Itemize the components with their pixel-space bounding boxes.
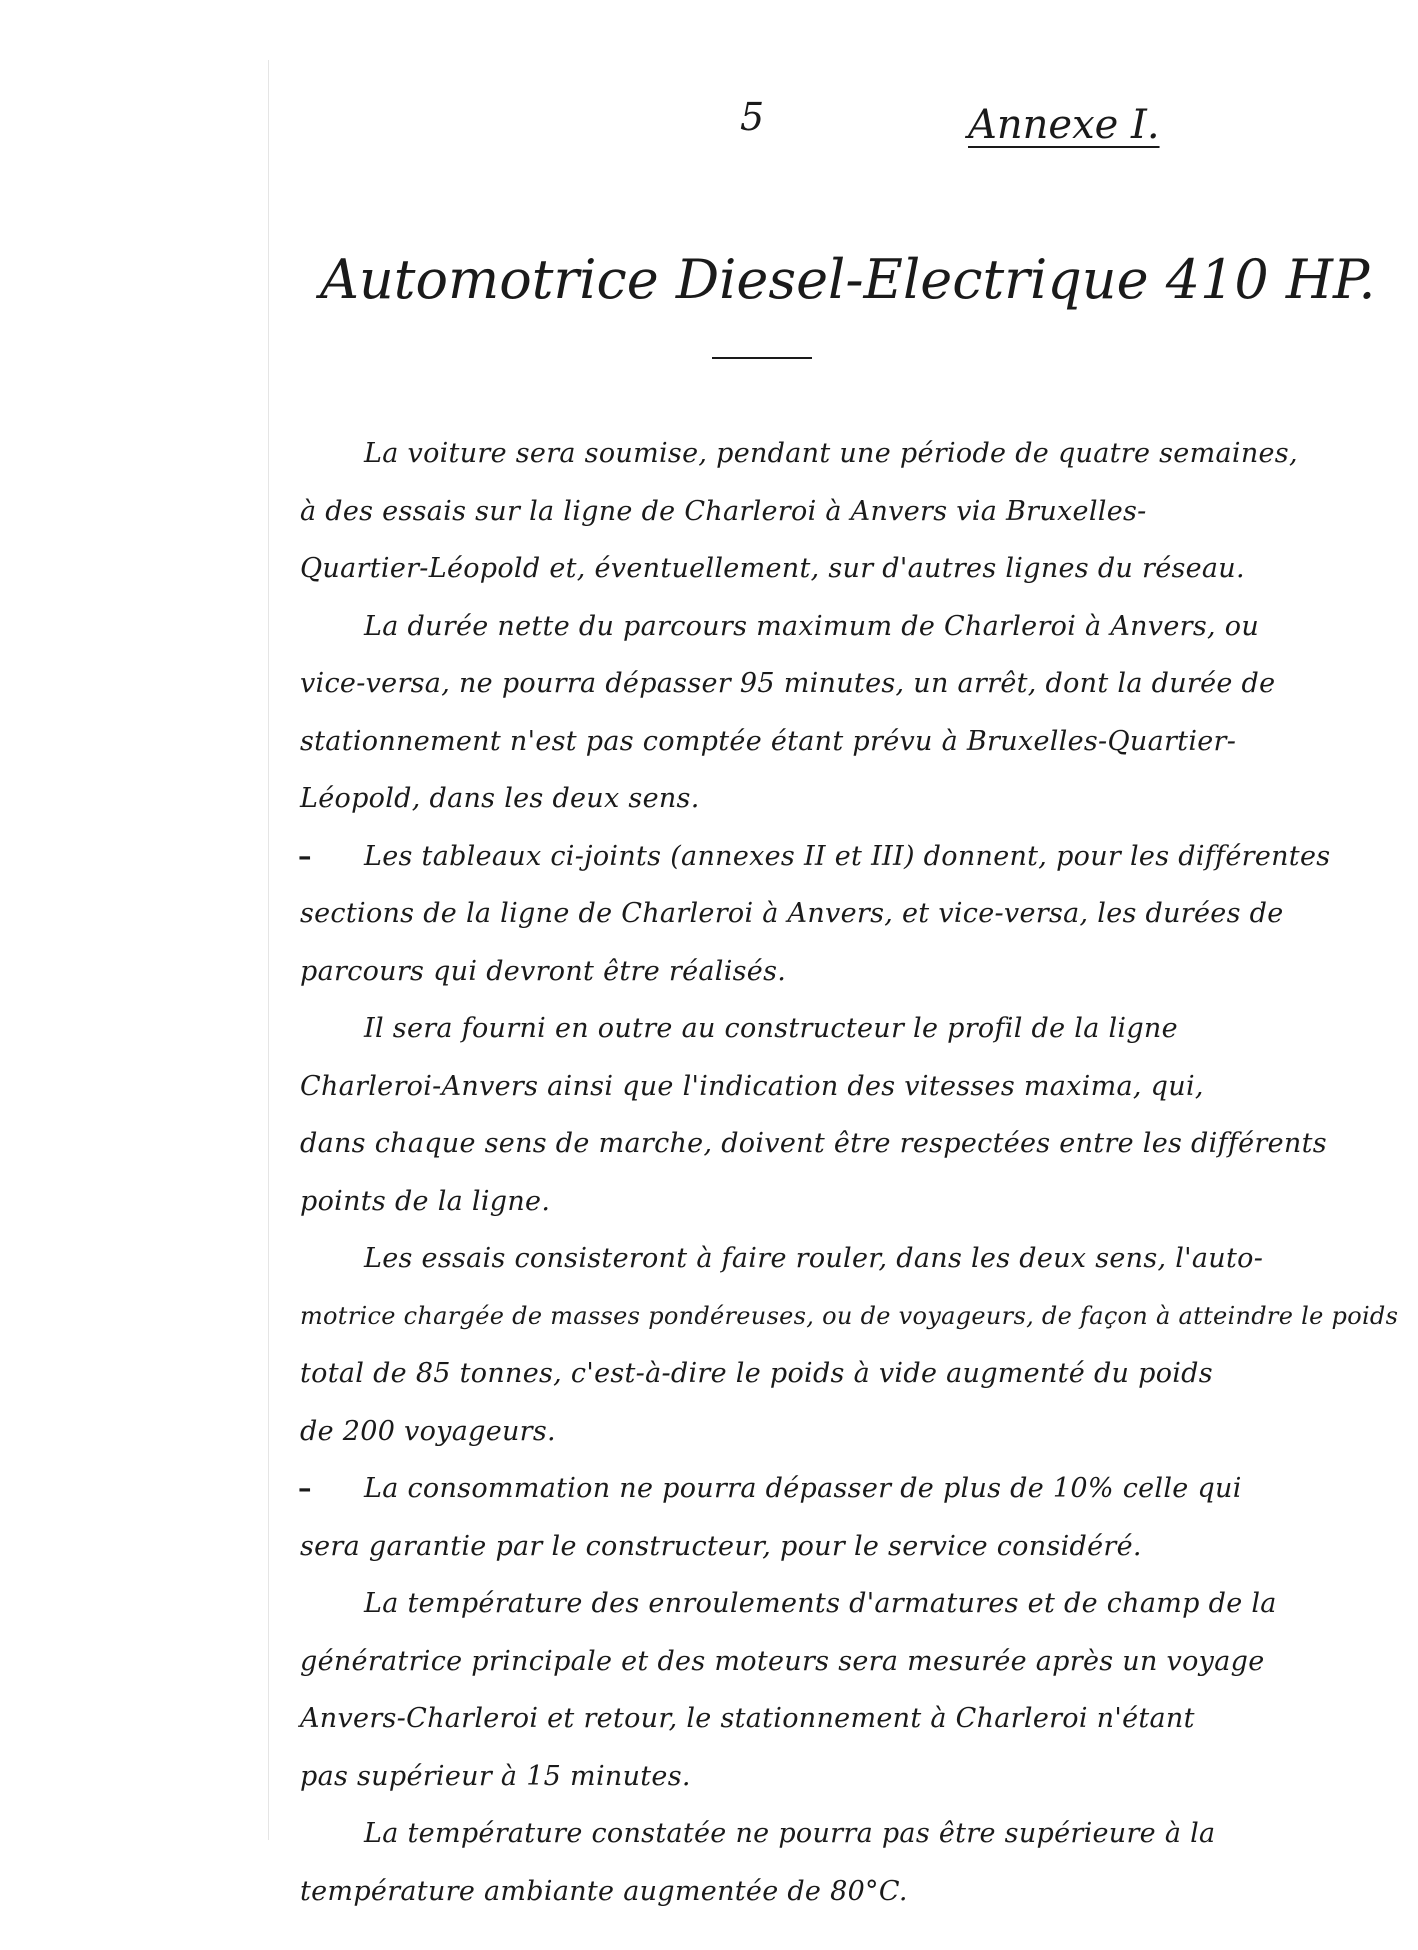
- text-line: sera garantie par le constructeur, pour le service considéré.: [300, 1530, 1142, 1562]
- text-line: La durée nette du parcours maximum de Charleroi à Anvers, ou: [364, 610, 1260, 642]
- text-line-with-dash: [298, 828, 1331, 886]
- text-line: Léopold, dans les deux sens.: [300, 783, 700, 814]
- text-line: vice-versa, ne pourra dépasser 95 minutes, un arrêt, dont la durée de: [300, 668, 1276, 699]
- title-underline: [712, 357, 812, 359]
- text-line: La température constatée ne pourra pas être supérieure à la: [364, 1818, 1216, 1849]
- text-line: génératrice principale et des moteurs sera mesurée après un voyage: [300, 1645, 1265, 1677]
- document-body: [298, 425, 1399, 1920]
- text-line: Il sera fourni en outre au constructeur le profil de la ligne: [364, 1013, 1178, 1044]
- text-line: Quartier-Léopold et, éventuellement, sur d'autres lignes du réseau.: [300, 553, 1245, 584]
- text-line: Anvers-Charleroi et retour, le stationnement à Charleroi n'étant: [300, 1703, 1195, 1734]
- text-line: La voiture sera soumise, pendant une période de quatre semaines,: [364, 438, 1298, 469]
- page-number: 5: [740, 95, 765, 139]
- annex-label: Annexe I.: [968, 102, 1160, 148]
- text-line-with-dash: [300, 1460, 1310, 1518]
- text-line: La consommation ne pourra dépasser de plus de 10% celle qui: [364, 1473, 1242, 1504]
- text-line: total de 85 tonnes, c'est-à-dire le poids à vide augmenté du poids: [300, 1358, 1213, 1389]
- text-line: La température des enroulements d'armatures et de champ de la: [364, 1588, 1277, 1619]
- margin-dash: –: [298, 840, 312, 872]
- text-line: points de la ligne.: [300, 1185, 551, 1217]
- text-line: Les essais consisteront à faire rouler, dans les deux sens, l'auto-: [364, 1243, 1264, 1274]
- left-margin-line: [268, 60, 269, 1840]
- text-line: sections de la ligne de Charleroi à Anvers, et vice-versa, les durées de: [300, 898, 1284, 929]
- text-line: de 200 voyageurs.: [300, 1415, 556, 1447]
- text-line: dans chaque sens de marche, doivent être respectées entre les différents: [300, 1128, 1327, 1159]
- text-line: température ambiante augmentée de 80°C.: [300, 1875, 908, 1907]
- text-line: stationnement n'est pas comptée étant prévu à Bruxelles-Quartier-: [300, 725, 1237, 757]
- margin-dash: –: [298, 1473, 312, 1504]
- text-line: à des essais sur la ligne de Charleroi à Anvers via Bruxelles-: [300, 495, 1147, 527]
- text-line: Charleroi-Anvers ainsi que l'indication des vitesses maxima, qui,: [300, 1070, 1204, 1102]
- document-title: Automotrice Diesel-Electrique 410 HP.: [320, 248, 1376, 311]
- text-line: parcours qui devront être réalisés.: [300, 955, 787, 987]
- text-line: pas supérieur à 15 minutes.: [300, 1760, 691, 1792]
- text-line: Les tableaux ci-joints (annexes II et III) donnent, pour les différentes: [364, 840, 1331, 872]
- text-line: motrice chargée de masses pondéreuses, ou de voyageurs, de façon à atteindre le poids: [300, 1301, 1399, 1330]
